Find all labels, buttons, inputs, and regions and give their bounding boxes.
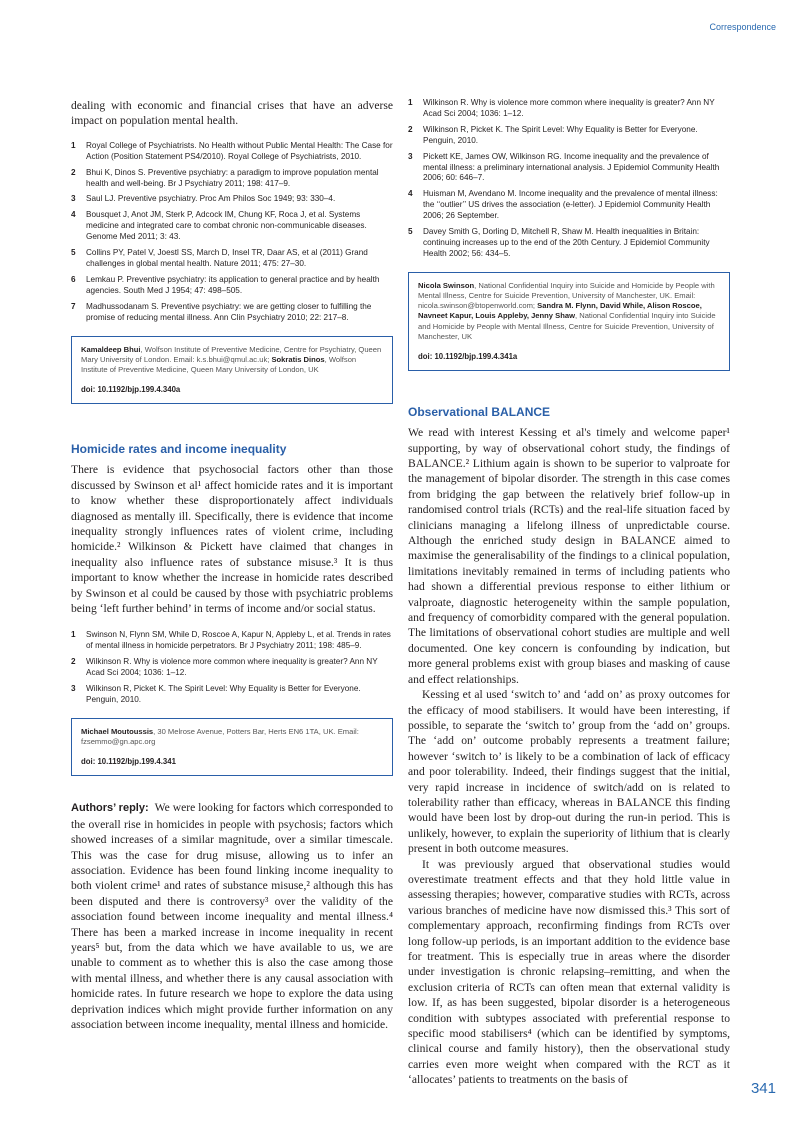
reference-number: 1 bbox=[71, 630, 76, 640]
author-box-1 bbox=[71, 336, 393, 405]
reference-text: Swinson N, Flynn SM, While D, Roscoe A, Kapur N, Appleby L, et al. Trends in rates of mental illness in homicide perpetrators. Br J Psychiatry 2011; 198: 485–9. bbox=[86, 630, 391, 651]
running-header: Correspondence bbox=[709, 22, 776, 32]
author-name: Sokratis Dinos bbox=[271, 354, 325, 364]
reference-text: Wilkinson R, Picket K. The Spirit Level: Why Equality is Better for Everyone. Penguin, 2010. bbox=[86, 684, 361, 704]
author-affiliation: , 30 Melrose Avenue, Potters Bar, Herts EN6 1TA, UK. Email: fzsemmo@gn.apc.org bbox=[81, 726, 359, 747]
reference-text: Davey Smith G, Dorling D, Mitchell R, Shaw M. Health inequalities in Britain: continuing increases up to the end of the 20th Century. J Epidemiol Community Health 2002; 56: 434–5. bbox=[423, 227, 710, 258]
author-affiliation: , National Confidential Inquiry into Suicide and Homicide by People with Mental Illness, Centre for Suicide Prevention, University of Manchester, UK bbox=[418, 311, 716, 341]
reference-text: Lemkau P. Preventive psychiatry: its application to general practice and by health agencies. South Med J 1954; 47: 498–505. bbox=[86, 274, 380, 295]
reference-number: 3 bbox=[408, 151, 413, 161]
author-affiliation: , Wolfson Institute of Preventive Medicine, Queen Mary University of London, UK bbox=[81, 354, 357, 374]
reference-text: Bousquet J, Anot JM, Sterk P, Adcock IM, Chung KF, Roca J, et al. Systems medicine and integrated care to combat chronic non-communicable diseases. Genome Med 2011; 3: 43. bbox=[86, 210, 367, 242]
balance-paragraph-2: Kessing et al used ‘switch to’ and ‘add on’ as proxy outcomes for the efficacy of mood stabilisers. It would have been interesting, if possible, to separate the ‘switch to’ group from the ‘add on’ groups. The ‘add on’ outcome probably represents a treatment failure; however ‘switch to’ is likely to be a combination of lack of efficacy and poor tolerability. Indeed, their findings suggest that the initial, very rapid increase in incidence of switch/add on is related to tolerability rather than efficacy, whereas in BALANCE this finding would have been lost by drop-out during the run-in period. This is unlikely, however, to explain the superiority of lithium that is clearly present in both outcome measures. bbox=[408, 688, 730, 856]
reference-number: 2 bbox=[71, 167, 76, 177]
reference-number: 7 bbox=[71, 301, 76, 311]
section-text-homicide: There is evidence that psychosocial factors other than those discussed by Swinson et al¹ affect homicide rates and it is important to know whether these disproportionately affect individuals diagnosed as mentally ill. Specifically, there is evidence that income inequality strongly influences rates of violent crime, including homicide.² Wilkinson & Pickett have claimed that changes in inequality also influence rates of substance misuse.³ It is thus important to know whether the increase in homicide rates described by Swinson et al could be caused by those with psychiatric problems being ‘left further behind’ in terms of income and/or social status. bbox=[71, 463, 393, 615]
author-name: Michael Moutoussis bbox=[81, 726, 154, 736]
reference-item bbox=[408, 98, 730, 120]
reference-text: Wilkinson R, Picket K. The Spirit Level: Why Equality is Better for Everyone. Penguin, 2010. bbox=[423, 124, 698, 145]
author-box-3 bbox=[408, 272, 730, 371]
reference-item bbox=[71, 168, 393, 190]
author-name: Nicola Swinson bbox=[418, 280, 475, 290]
authors-reply bbox=[71, 800, 393, 1032]
reference-item bbox=[71, 302, 393, 324]
reference-item bbox=[71, 275, 393, 297]
reference-item bbox=[408, 189, 730, 222]
author-affiliation: , Wolfson Institute of Preventive Medicine, Centre for Psychiatry, Queen Mary University of London. Email: k.s.bhui@qmul.ac.uk; bbox=[81, 344, 382, 364]
reference-item bbox=[71, 630, 393, 652]
reference-item bbox=[71, 141, 393, 163]
reference-number: 3 bbox=[71, 684, 76, 693]
reference-number: 6 bbox=[71, 274, 76, 284]
left-column bbox=[71, 98, 393, 1033]
reference-list-3 bbox=[408, 98, 730, 260]
reference-text: Pickett KE, James OW, Wilkinson RG. Income inequality and the prevalence of mental illness: a preliminary international analysis. J Epidemiol Community Health 2006; 60: 646–7. bbox=[423, 151, 720, 183]
reference-number: 2 bbox=[71, 657, 76, 667]
reference-number: 4 bbox=[408, 189, 413, 199]
author-affiliation: , National Confidential Inquiry into Suicide and Homicide by People with Mental Illness, Centre for Suicide Prevention, University of Manchester, UK. Email: nicola.swinson@btopenworld.com; bbox=[418, 280, 715, 311]
reference-item bbox=[71, 657, 393, 679]
reference-list-1 bbox=[71, 141, 393, 324]
doi: doi: 10.1192/bjp.199.4.340a bbox=[81, 385, 181, 395]
doi: doi: 10.1192/bjp.199.4.341 bbox=[81, 757, 176, 767]
reference-text: Huisman M, Avendano M. Income inequality and the prevalence of mental illness: the ‘‘outlier’’ US drives the association (e-letter). J Epidemiol Community Health 2006; 26 September. bbox=[423, 189, 718, 221]
reference-number: 2 bbox=[408, 124, 413, 134]
intro-text: dealing with economic and financial crises that have an adverse impact on population mental health. bbox=[71, 99, 393, 128]
reference-number: 1 bbox=[71, 140, 76, 150]
reply-heading: Authors’ reply: bbox=[71, 802, 149, 815]
reference-text: Royal College of Psychiatrists. No Health without Public Mental Health: The Case for Action (Position Statement PS4/2010). Royal College of Psychiatrists, 2010. bbox=[86, 140, 393, 161]
reference-item bbox=[408, 152, 730, 185]
reference-number: 5 bbox=[71, 248, 76, 258]
reference-number: 4 bbox=[71, 210, 76, 220]
author-name: Kamaldeep Bhui bbox=[81, 344, 141, 354]
reference-text: Madhussodanam S. Preventive psychiatry: we are getting closer to fulfilling the promise of reducing mental illness. Ann Clin Psychiatry 2010; 22: 217–8. bbox=[86, 301, 372, 322]
balance-paragraph-3: It was previously argued that observational studies would overestimate treatment effects and that they hold little value in assessing therapies; however, comparative studies with RCTs, across various branches of medicine have now dismissed this.³ This sort of complementary approach, reconfirming findings from RCTs over long follow-up periods, is an important addition to the evidence base for treatment. This is especially true in areas where the disorder under investigation is chronic relapsing–remitting, and when the exclusion criteria of RCTs can often mean that external validity is low. If, as has been suggested, bipolar disorder is a heterogeneous condition with subtypes associated with preferential response to specific mood stabilisers⁴ (which can be identified by symptoms, clinical course and family history), then the observational study carries even more weight when compared with the RCT as it ‘allocates’ patients to treatments on the basis of bbox=[408, 857, 730, 1087]
reference-list-2 bbox=[71, 630, 393, 705]
reference-number: 1 bbox=[408, 98, 413, 107]
reference-text: Wilkinson R. Why is violence more common where inequality is greater? Ann NY Acad Sci 2004; 1036: 1–12. bbox=[86, 657, 378, 678]
reference-text: Saul LJ. Preventive psychiatry. Proc Am Philos Soc 1949; 93: 330–4. bbox=[86, 194, 336, 204]
reference-number: 3 bbox=[71, 194, 76, 204]
reference-text: Bhui K, Dinos S. Preventive psychiatry: a paradigm to improve population mental health and well-being. Br J Psychiatry 2011; 198: 417–9. bbox=[86, 167, 379, 188]
reference-text: Wilkinson R. Why is violence more common where inequality is greater? Ann NY Acad Sci 2004; 1036: 1–12. bbox=[423, 98, 715, 118]
reference-item bbox=[71, 210, 393, 243]
reference-item bbox=[71, 248, 393, 270]
author-box-2 bbox=[71, 718, 393, 777]
reference-number: 5 bbox=[408, 227, 413, 237]
doi: doi: 10.1192/bjp.199.4.341a bbox=[418, 352, 518, 361]
reference-text: Collins PY, Patel V, Joestl SS, March D, Insel TR, Daar AS, et al (2011) Grand challenges in global mental health. Nature 2011; 475: 27–30. bbox=[86, 248, 368, 268]
section-title-homicide: Homicide rates and income inequality bbox=[71, 442, 287, 457]
page-number: 341 bbox=[750, 1080, 776, 1097]
right-column bbox=[408, 98, 730, 1088]
reference-item bbox=[408, 227, 730, 260]
reply-text: We were looking for factors which corresponded to the overall rise in homicides in people with psychosis; factors which showed increases of a similar magnitude, over a similar timescale. This was the case for drug misuse, allowing us to infer an association. Evidence has been found linking income inequality to both violent crime¹ and rates of substance misuse,² although this has been disputed and there is controversy³ over the validity of the association found between income inequality and mental illness.⁴ There has been a marked increase in income inequality in recent years⁵ but, from the data which we have available to us, we are unable to comment as to whether this is also the case among those with mental illness, and whether there is any causal association with homicide rates. In future research we hope to explore the data using deprivation indices which might provide further information on any association between income inequality, mental illness and homicide. bbox=[71, 801, 393, 1032]
reference-item bbox=[71, 684, 393, 706]
reference-item bbox=[408, 125, 730, 147]
balance-paragraph-1: We read with interest Kessing et al's timely and welcome paper¹ supporting, by way of observational cohort study, the findings of BALANCE.² Lithium again is shown to be superior to valproate for the management of bipolar disorder. The strength in this case comes from bridging the gap between the relatively brief follow-up in randomised control trials (RCTs) and the real-life situation faced by clinicians managing a lifelong illness of unpredictable course. Although the enriched study design in BALANCE aimed to maximise the generalisability of the findings to a clinical population, limitations inevitably remained in terms of including patients who had shown a differential previous response to either lithium or valproate, diagnostic heterogeneity within the sample population, and frequency of comorbidity compared with the general population. The limitations of observational cohort studies are multiple and well documented. One key concern is confounding by indication, but more general problems exist with group biases and masking of cause and effect relationships. bbox=[408, 426, 730, 686]
reference-item bbox=[71, 194, 393, 205]
author-names: Sandra M. Flynn, David While, Alison Roscoe, Navneet Kapur, Louis Appleby, Jenny Shaw bbox=[418, 301, 702, 321]
section-title-balance: Observational BALANCE bbox=[408, 405, 551, 420]
